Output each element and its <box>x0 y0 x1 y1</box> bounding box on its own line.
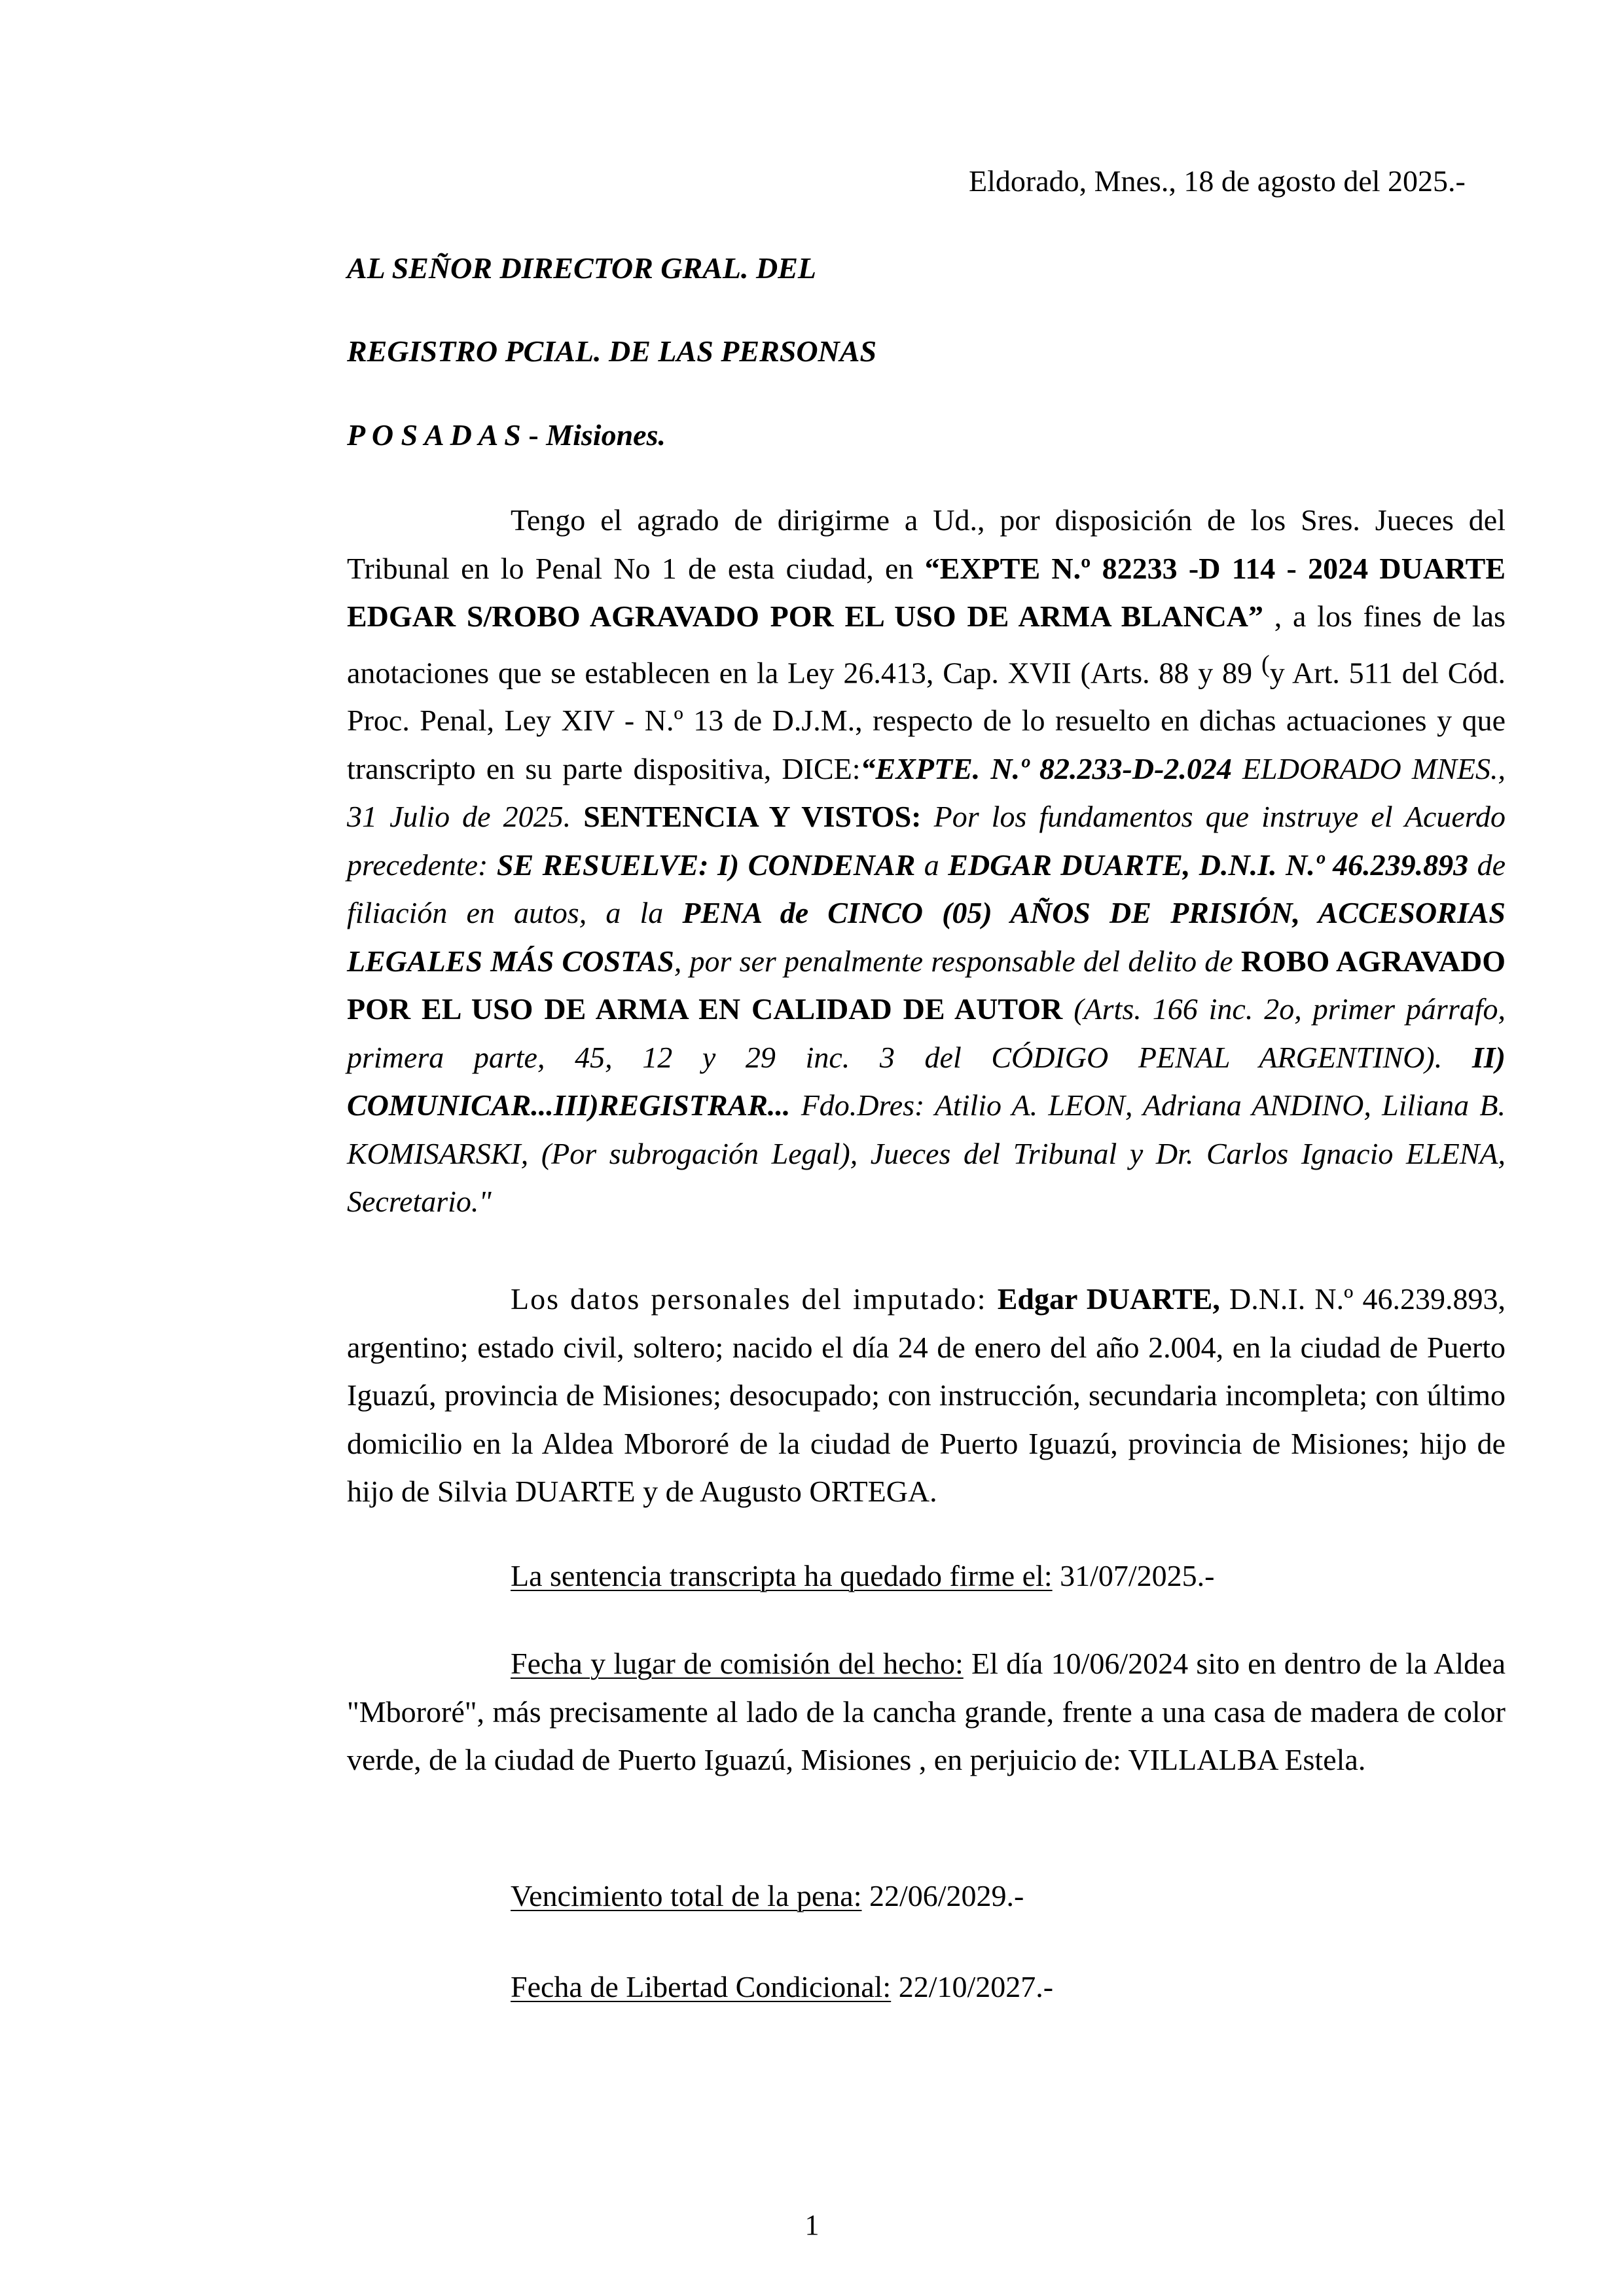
paragraph-hecho <box>347 1640 1506 1784</box>
quoted-sentencia: SENTENCIA Y VISTOS: <box>583 800 922 834</box>
page-number: 1 <box>804 2209 820 2241</box>
footnote-mark: ( <box>1261 650 1270 678</box>
hecho-value: El día 10/06/2024 sito en dentro de la Aldea "Mbororé", más precisamente al lado de la cancha grande, frente a una casa de madera de color verde, de la ciudad de Puerto Iguazú, Misiones , en perjuicio de: VILLALBA Estela. <box>347 1647 1506 1776</box>
quoted-delito: ROBO AGRAVADO POR EL USO DE ARMA EN CALIDAD DE AUTOR <box>347 944 1506 1026</box>
quoted-text-6: (Arts. 166 inc. 2o, primer párrafo, primera parte, 45, 12 y 29 inc. 3 del CÓDIGO PENAL ARGENTINO). <box>347 992 1506 1074</box>
libertad-line <box>511 1966 1492 2008</box>
firme-line <box>511 1555 1492 1597</box>
quoted-text-3: a <box>915 848 948 882</box>
addressee-separator: - <box>520 418 547 452</box>
addressee-line-2: REGISTRO PCIAL. DE LAS PERSONAS <box>347 334 877 368</box>
paragraph-personal-data <box>347 1275 1506 1516</box>
p1-text-2: , a los fines de las anotaciones que se establecen en la Ley 26.413, Cap. XVII (Arts. 88 y 89 <box>347 600 1506 689</box>
p2-text-2: D.N.I. N.º 46.239.893, argentino; estado civil, soltero; nacido el día 24 de enero del año 2.004, en la ciudad de Puerto Iguazú, provincia de Misiones; desocupado; con instrucción, secundaria incompleta; con último domicilio en la Aldea Mbororé de la ciudad de Puerto Iguazú, provincia de Misiones; hijo de hijo de Silvia DUARTE y de Augusto ORTEGA. <box>347 1282 1506 1508</box>
addressee-city-line <box>347 414 1394 456</box>
quoted-pena: PENA de CINCO (05) AÑOS DE PRISIÓN, ACCESORIAS LEGALES MÁS COSTAS <box>347 896 1506 978</box>
quoted-text-7: Fdo.Dres: Atilio A. LEON, Adriana ANDINO, Liliana B. KOMISARSKI, (Por subrogación Legal), Jueces del Tribunal y Dr. Carlos Ignacio ELENA, Secretario." <box>347 1088 1506 1219</box>
quoted-text-1: ELDORADO MNES., 31 Julio de 2025. <box>347 751 1506 834</box>
quoted-name: EDGAR DUARTE, D.N.I. N.º 46.239.893 <box>948 848 1469 882</box>
vencimiento-value: 22/06/2029.- <box>861 1879 1024 1912</box>
p1-text-1: Tengo el agrado de dirigirme a Ud., por disposición de los Sres. Jueces del Tribunal en lo Penal No 1 de esta ciudad, en <box>347 503 1506 585</box>
vencimiento-line <box>511 1875 1492 1917</box>
addressee-province: Misiones. <box>546 418 666 452</box>
quoted-text-5: , por ser penalmente responsable del delito de <box>674 944 1241 978</box>
libertad-value: 22/10/2027.- <box>891 1970 1054 2003</box>
quoted-expte: “EXPTE. N.º 82.233-D-2.024 <box>860 751 1232 785</box>
firme-label: La sentencia transcripta ha quedado firme el: <box>511 1559 1053 1592</box>
p2-text-1: Los datos personales del imputado: <box>511 1282 998 1316</box>
date-line: Eldorado, Mnes., 18 de agosto del 2025.- <box>969 164 1466 198</box>
quoted-text-2: Por los fundamentos que instruye el Acuerdo precedente: <box>347 800 1506 882</box>
case-title: “EXPTE N.º 82233 -D 114 - 2024 DUARTE EDGAR S/ROBO AGRAVADO POR EL USO DE ARMA BLANCA” <box>347 551 1506 633</box>
hecho-label: Fecha y lugar de comisión del hecho: <box>511 1647 964 1680</box>
vencimiento-label: Vencimiento total de la pena: <box>511 1879 862 1912</box>
p1-text-3: y Art. 511 del Cód. Proc. Penal, Ley XIV - N.º 13 de D.J.M., respecto de lo resuelto en dichas actuaciones y que transcripto en su parte dispositiva, DICE: <box>347 655 1506 785</box>
libertad-label: Fecha de Libertad Condicional: <box>511 1970 892 2003</box>
addressee-line-1: AL SEÑOR DIRECTOR GRAL. DEL <box>347 251 816 285</box>
firme-value: 31/07/2025.- <box>1052 1559 1215 1592</box>
quoted-comunicar: II) COMUNICAR...III)REGISTRAR... <box>347 1040 1506 1122</box>
defendant-name: Edgar DUARTE, <box>997 1282 1220 1316</box>
paragraph-notification <box>347 496 1506 1226</box>
quoted-resuelve: SE RESUELVE: I) CONDENAR <box>496 848 916 882</box>
quoted-text-4: de filiación en autos, a la <box>347 848 1506 930</box>
addressee-city: P O S A D A S <box>347 418 521 452</box>
